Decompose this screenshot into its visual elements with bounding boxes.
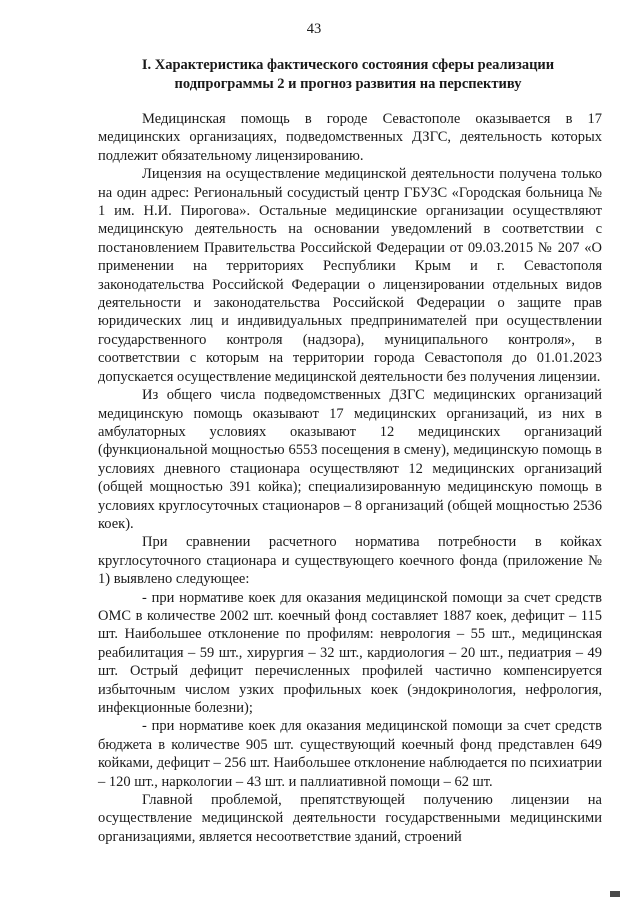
section-heading xyxy=(98,56,598,94)
paragraph-medical-organizations: Медицинская помощь в городе Севастополе оказывается в 17 медицинских организациях, подведомственных ДЗГС, деятельность которых подлежит обязательному лицензированию. xyxy=(98,111,602,164)
body-text xyxy=(98,110,602,846)
page-number: 43 xyxy=(306,21,322,37)
section-heading-line-2: подпрограммы 2 и прогноз развития на перспективу xyxy=(174,76,522,92)
scan-corner-mark xyxy=(610,891,620,897)
paragraph-licensing: Лицензия на осуществление медицинской деятельности получена только на один адрес: Региональный сосудистый центр ГБУЗС «Городская больница № 1 им. Н.И. Пирогова». Остальные медицинские организации осуществляют медицинскую деятельность на основании уведомлений в соответствии с постановлением Правительства Российской Федерации от 09.03.2015 № 207 «О применении на территориях Республики Крым и г. Севастополя законодательства Российской Федерации о лицензировании отдельных видов деятельности и законодательства Российской Федерации о защите прав юридических лиц и индивидуальных предпринимателей при осуществлении государственного контроля (надзора), муниципального контроля», в соответствии с которым на территории города Севастополя до 01.01.2023 допускается осуществление медицинской деятельности без получения лицензии. xyxy=(98,166,602,385)
paragraph-main-problem: Главной проблемой, препятствующей получению лицензии на осуществление медицинской деятельности государственными медицинскими организациями, является несоответствие зданий, строений xyxy=(98,792,602,845)
list-item-oms-beds: - при нормативе коек для оказания медицинской помощи за счет средств ОМС в количестве 2002 шт. коечный фонд составляет 1887 коек, дефицит – 115 шт. Наибольшее отклонение по профилям: неврология – 55 шт., медицинская реабилитация – 59 шт., хирургия – 32 шт., кардиология – 20 шт., педиатрия – 49 шт. Острый дефицит перечисленных профилей частично компенсируется избыточным числом узких профильных коек (эндокринология, нефрология, инфекционные болезни); xyxy=(98,589,602,716)
paragraph-bed-norm-comparison: При сравнении расчетного норматива потребности в койках круглосуточного стационара и существующего коечного фонда (приложение № 1) выявлено следующее: xyxy=(98,534,602,588)
section-heading-line-1: I. Характеристика фактического состояния сферы реализации xyxy=(141,57,555,73)
paragraph-capacity: Из общего числа подведомственных ДЗГС медицинских организаций медицинскую помощь оказывают 17 медицинских организаций, из них в амбулаторных условиях оказывают 12 медицинских организаций (функциональной мощностью 6553 посещения в смену), медицинскую помощь в условиях дневного стационара осуществляют 12 медицинских организаций (общей мощностью 391 койка); специализированную медицинскую помощь в условиях круглосуточных стационаров – 8 организаций (общей мощностью 2536 коек). xyxy=(98,387,602,532)
list-item-budget-beds: - при нормативе коек для оказания медицинской помощи за счет средств бюджета в количестве 905 шт. существующий коечный фонд представлен 649 койками, дефицит – 256 шт. Наибольшее отклонение наблюдается по психиатрии – 120 шт., наркологии – 43 шт. и паллиативной помощи – 62 шт. xyxy=(98,718,602,790)
